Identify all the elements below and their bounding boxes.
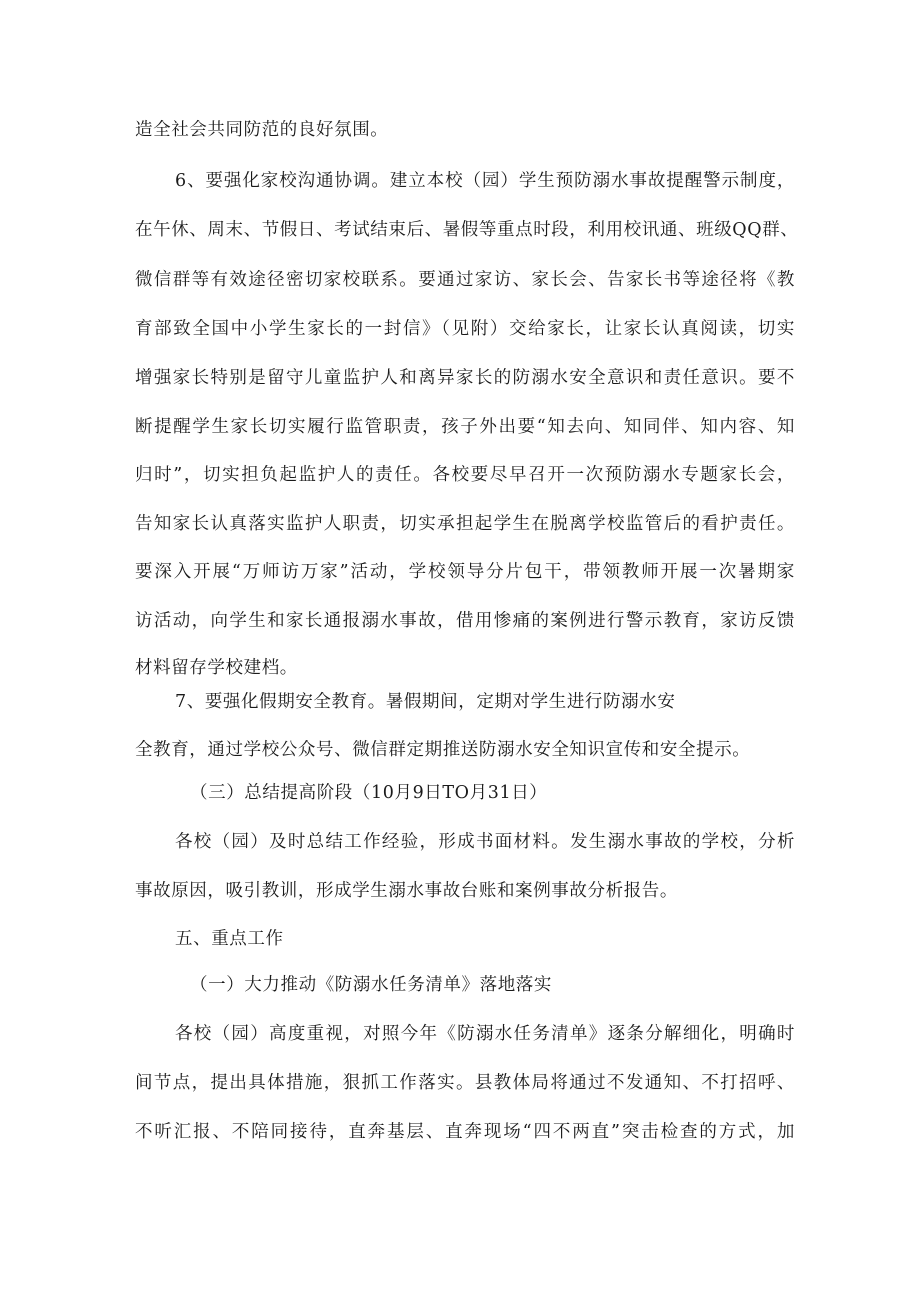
paragraph-line: 微信群等有效途径密切家校联系。要通过家访、家长会、告家长书等途径将《教 [135, 270, 795, 290]
paragraph-line: 育部致全国中小学生家长的一封信》（见附）交给家长，让家长认真阅读，切实 [135, 319, 795, 339]
paragraph-line: 全教育，通过学校公众号、微信群定期推送防溺水安全知识宣传和安全提示。 [135, 740, 751, 760]
paragraph-line: 归时”，切实担负起监护人的责任。各校要尽早召开一次预防溺水专题家长会， [135, 465, 795, 485]
paragraph-line: 要深入开展“万师访万家”活动，学校领导分片包干，带领教师开展一次暑期家 [135, 562, 795, 582]
paragraph-line: 在午休、周末、节假日、考试结束后、暑假等重点时段，利用校讯通、班级QQ群、 [135, 220, 799, 240]
paragraph-line: 6、要强化家校沟通协调。建立本校（园）学生预防溺水事故提醒警示制度， [175, 171, 795, 191]
paragraph-line: 材料留存学校建档。 [135, 658, 298, 678]
paragraph-line: 告知家长认真落实监护人职责，切实承担起学生在脱离学校监管后的看护责任。 [135, 514, 795, 534]
section-heading: （一）大力推动《防溺水任务清单》落地落实 [190, 975, 552, 995]
paragraph-line: 各校（园）及时总结工作经验，形成书面材料。发生溺水事故的学校，分析 [175, 832, 795, 852]
section-heading: （三）总结提高阶段（10月9日TO月31日） [190, 783, 548, 803]
paragraph-line: 不听汇报、不陪同接待，直奔基层、直奔现场“四不两直”突击检查的方式，加 [135, 1122, 795, 1142]
paragraph-line: 断提醒学生家长切实履行监管职责，孩子外出要“知去向、知同伴、知内容、知 [135, 417, 795, 437]
paragraph-line: 造全社会共同防范的良好氛围。 [135, 120, 389, 140]
paragraph-line: 增强家长特别是留守儿童监护人和离异家长的防溺水安全意识和责任意识。要不 [135, 368, 795, 388]
paragraph-line: 7、要强化假期安全教育。暑假期间，定期对学生进行防溺水安 [175, 692, 676, 712]
paragraph-line: 各校（园）高度重视，对照今年《防溺水任务清单》逐条分解细化，明确时 [175, 1024, 795, 1044]
paragraph-line: 事故原因，吸引教训，形成学生溺水事故台账和案例事故分析报告。 [135, 881, 678, 901]
section-heading: 五、重点工作 [175, 929, 284, 949]
paragraph-line: 间节点，提出具体措施，狠抓工作落实。县教体局将通过不发通知、不打招呼、 [135, 1073, 795, 1093]
paragraph-line: 访活动，向学生和家长通报溺水事故，借用惨痛的案例进行警示教育，家访反馈 [135, 611, 795, 631]
